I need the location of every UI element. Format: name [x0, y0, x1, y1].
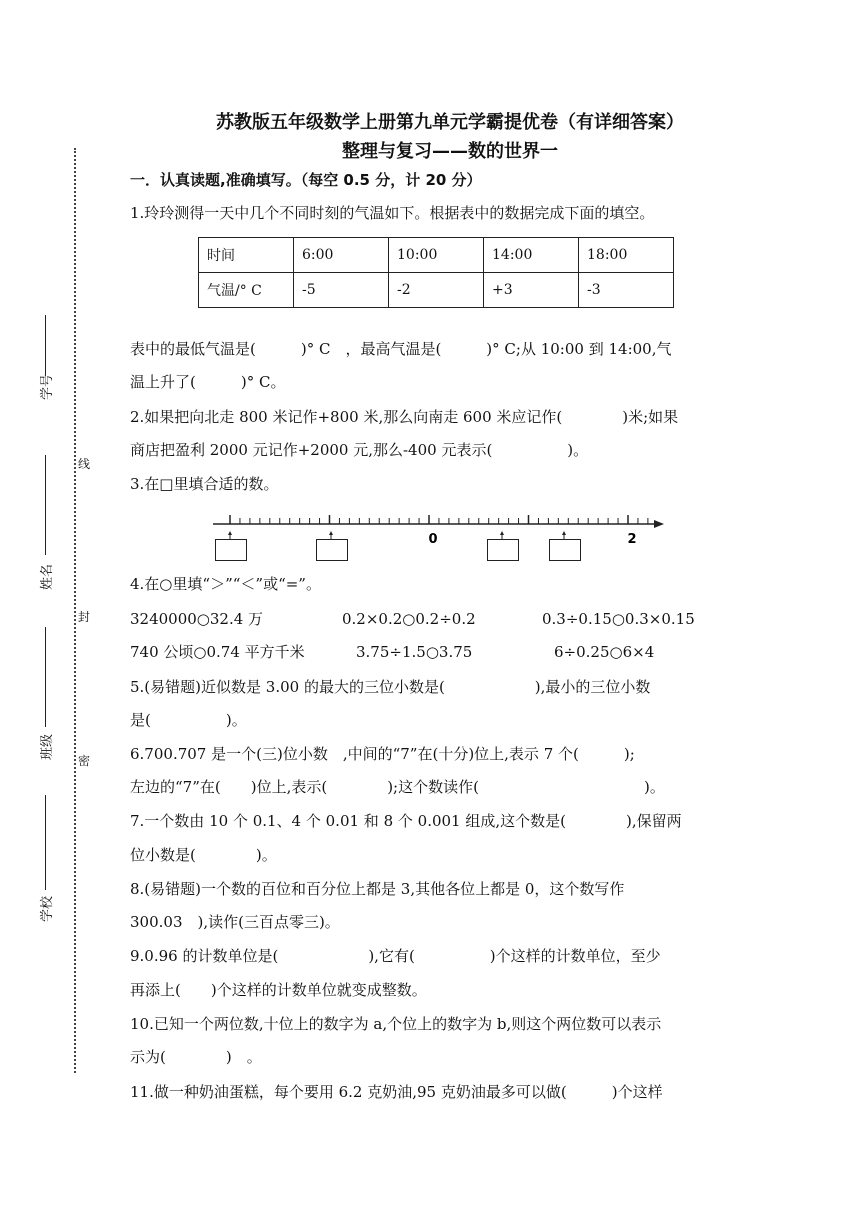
field-label-xingming: 姓名 — [40, 563, 55, 590]
answer-box[interactable] — [549, 539, 581, 561]
q10-line-1: 10.已知一个两位数,十位上的数字为 a,个位上的数字为 b,则这个两位数可以表示 — [130, 1015, 662, 1033]
document-subtitle: 整理与复习——数的世界一 — [342, 141, 558, 162]
q9-line-2: 再添上( )个这样的计数单位就变成整数。 — [130, 981, 427, 999]
seal-word-mi: 密 — [78, 754, 91, 768]
binding-dotted-line — [74, 148, 76, 1073]
table-cell: 10:00 — [389, 238, 484, 273]
q8-line-2: 300.03 ),读作(三百点零三)。 — [130, 913, 340, 931]
q7-line-2: 位小数是( )。 — [130, 846, 277, 864]
table-cell: 时间 — [199, 238, 294, 273]
table-row — [199, 273, 674, 308]
q2-line-2: 商店把盈利 2000 元记作+2000 元,那么-400 元表示( )。 — [130, 441, 589, 459]
temperature-table — [198, 237, 674, 308]
q4-item: 0.3÷0.15○0.3×0.15 — [542, 610, 695, 628]
q5-line-2: 是( )。 — [130, 711, 247, 729]
table-cell: -2 — [389, 273, 484, 308]
answer-box[interactable] — [316, 539, 348, 561]
q4-item: 740 公顷○0.74 平方千米 — [130, 643, 305, 661]
field-label-xuehao: 学号 — [40, 373, 55, 400]
section-heading: 一．认真读题,准确填写。（每空 0.5 分，计 20 分） — [130, 171, 482, 189]
q7-line-1: 7.一个数由 10 个 0.1、4 个 0.01 和 8 个 0.001 组成,这个数是( ),保留两 — [130, 812, 682, 830]
q4-text: 4.在○里填“＞”“＜”或“=”。 — [130, 575, 321, 593]
field-underline-xuehao — [45, 315, 46, 375]
number-line-label-2: 2 — [627, 532, 637, 547]
q4-item: 3240000○32.4 万 — [130, 610, 264, 628]
field-label-banji: 班级 — [40, 733, 55, 760]
q9-line-1: 9.0.96 的计数单位是( ),它有( )个这样的计数单位，至少 — [130, 947, 661, 965]
table-cell: 6:00 — [294, 238, 389, 273]
q1-blank-line-2: 温上升了( )° C。 — [130, 373, 286, 391]
field-underline-xingming — [45, 455, 46, 555]
q3-text: 3.在□里填合适的数。 — [130, 475, 279, 493]
box-pointer-head — [562, 531, 566, 535]
box-pointer-head — [329, 531, 333, 535]
q11-line-1: 11.做一种奶油蛋糕，每个要用 6.2 克奶油,95 克奶油最多可以做( )个这样 — [130, 1083, 663, 1101]
q4-item: 3.75÷1.5○3.75 — [356, 643, 473, 661]
answer-box[interactable] — [487, 539, 519, 561]
table-cell: -3 — [579, 273, 674, 308]
document-title: 苏教版五年级数学上册第九单元学霸提优卷（有详细答案） — [216, 112, 684, 133]
q1-text: 1.玲玲测得一天中几个不同时刻的气温如下。根据表中的数据完成下面的填空。 — [130, 204, 655, 222]
table-cell: +3 — [484, 273, 579, 308]
field-underline-banji — [45, 627, 46, 727]
field-underline-xuexiao — [45, 795, 46, 890]
table-cell: 14:00 — [484, 238, 579, 273]
number-line — [213, 515, 664, 539]
q1-blank-line-1: 表中的最低气温是( )° C ，最高气温是( )° C;从 10:00 到 14:00,气 — [130, 340, 672, 358]
box-pointer-head — [228, 531, 232, 535]
q2-line-1: 2.如果把向北走 800 米记作+800 米,那么向南走 600 米应记作( )米;如果 — [130, 408, 679, 426]
answer-box[interactable] — [215, 539, 247, 561]
q4-item: 6÷0.25○6×4 — [554, 643, 655, 661]
number-line-label-0: 0 — [428, 532, 438, 547]
q6-line-1: 6.700.707 是一个(三)位小数 ,中间的“7”在(十分)位上,表示 7 个( ); — [130, 745, 635, 763]
q4-item: 0.2×0.2○0.2÷0.2 — [342, 610, 476, 628]
seal-word-xian: 线 — [78, 457, 91, 471]
table-cell: 气温/° C — [199, 273, 294, 308]
q5-line-1: 5.(易错题)近似数是 3.00 的最大的三位小数是( ),最小的三位小数 — [130, 678, 651, 696]
q6-line-2: 左边的“7”在( )位上,表示( );这个数读作( )。 — [130, 778, 665, 796]
table-cell: 18:00 — [579, 238, 674, 273]
seal-word-feng: 封 — [78, 610, 91, 624]
table-cell: -5 — [294, 273, 389, 308]
q8-line-1: 8.(易错题)一个数的百位和百分位上都是 3,其他各位上都是 0，这个数写作 — [130, 880, 625, 898]
number-line-arrow — [654, 520, 664, 528]
box-pointer-head — [500, 531, 504, 535]
field-label-xuexiao: 学校 — [40, 895, 55, 922]
q10-line-2: 示为( ) 。 — [130, 1048, 262, 1066]
table-row — [199, 238, 674, 273]
